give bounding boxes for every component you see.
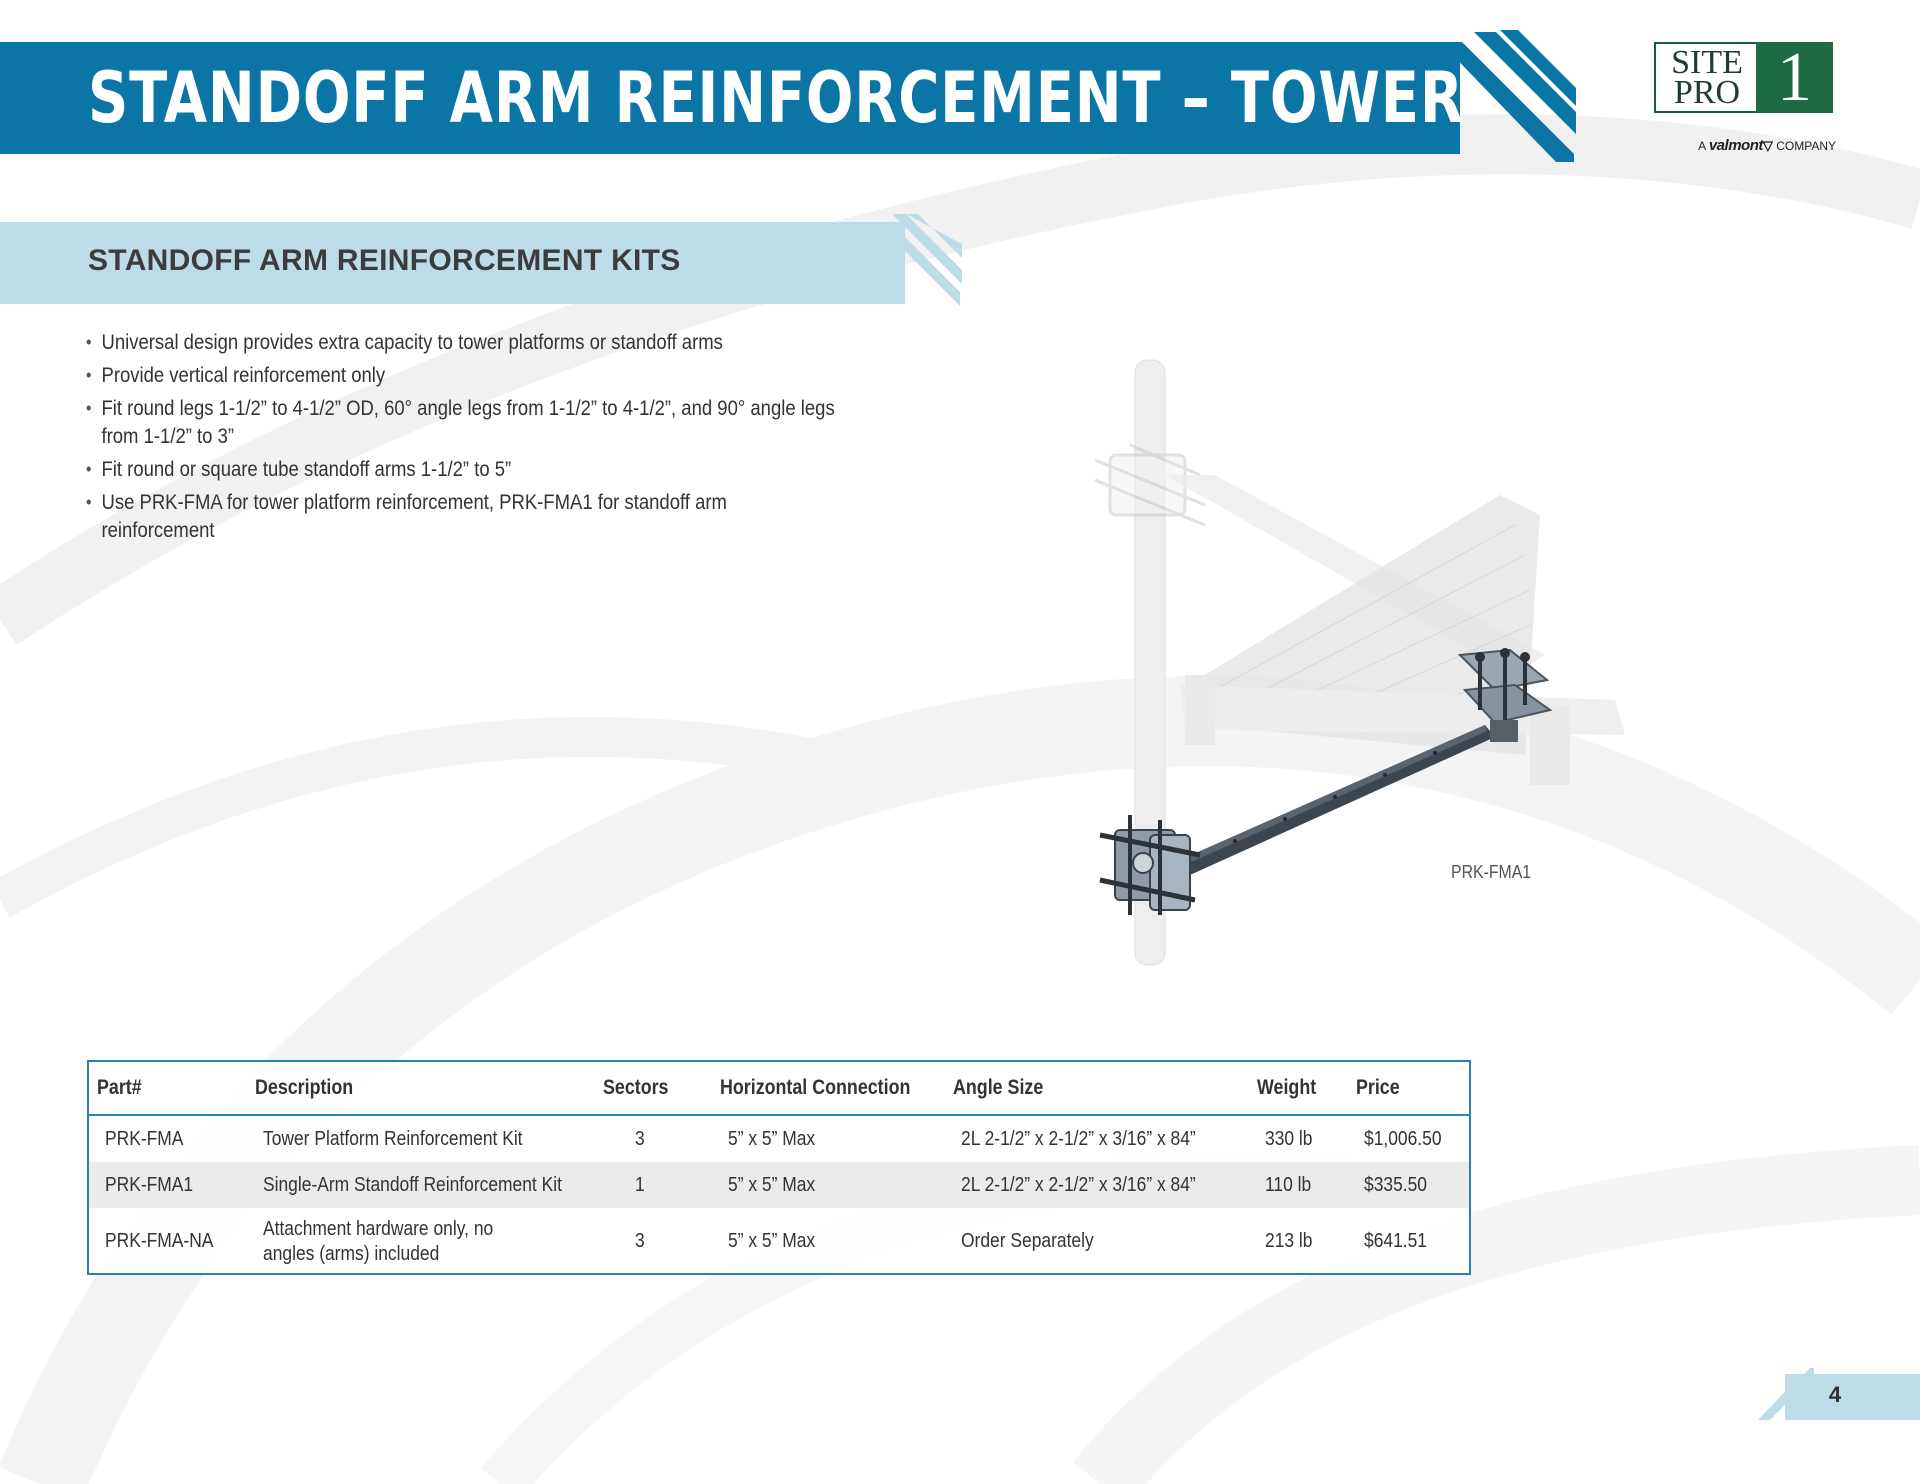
table-cell: PRK-FMA	[105, 1127, 184, 1150]
feature-item: • Universal design provides extra capacity to tower platforms or standoff arms	[86, 328, 843, 356]
feature-item: • Use PRK-FMA for tower platform reinforcement, PRK-FMA1 for standoff arm reinforcement	[86, 488, 843, 544]
figure-caption: PRK-FMA1	[1451, 862, 1532, 882]
page-title: STANDOFF ARM REINFORCEMENT – TOWER	[88, 57, 1464, 139]
table-cell: Order Separately	[961, 1229, 1094, 1252]
tagline-suffix: COMPANY	[1776, 139, 1836, 153]
table-cell: 5” x 5” Max	[728, 1127, 816, 1150]
column-header: Description	[247, 1062, 595, 1115]
tagline-prefix: A	[1698, 139, 1706, 153]
table-cell: 1	[595, 1162, 712, 1208]
logo-line1: SITE	[1671, 44, 1743, 81]
feature-item: • Fit round or square tube standoff arms 1-1/2” to 5”	[86, 455, 843, 483]
spec-table	[87, 1060, 1471, 1275]
table-cell: PRK-FMA1	[89, 1162, 247, 1208]
valmont-v-icon: ▽	[1762, 138, 1773, 153]
logo-tagline	[1652, 137, 1836, 154]
table-cell: $335.50	[1348, 1162, 1469, 1208]
table-cell: 5” x 5” Max	[728, 1229, 816, 1252]
product-illustration	[1085, 355, 1635, 970]
column-header: Horizontal Connection	[712, 1062, 945, 1115]
page-number-stripes	[1758, 1366, 1814, 1426]
table-header-row	[89, 1062, 1469, 1115]
logo-number: 1	[1756, 42, 1833, 113]
feature-list	[86, 328, 966, 549]
table-cell: Tower Platform Reinforcement Kit	[263, 1127, 523, 1150]
column-header: Price	[1348, 1062, 1469, 1115]
logo-wordmark-box	[1654, 42, 1756, 113]
page-number: 4	[1828, 1382, 1842, 1407]
table-cell: Attachment hardware only, no angles (arms) included	[263, 1217, 494, 1265]
table-cell: 5” x 5” Max	[712, 1162, 945, 1208]
table-cell: 2L 2-1/2” x 2-1/2” x 3/16” x 84”	[961, 1127, 1196, 1150]
table-cell: 3	[635, 1229, 645, 1252]
table-row	[89, 1162, 1469, 1208]
table-cell: Single-Arm Standoff Reinforcement Kit	[247, 1162, 595, 1208]
column-header: Weight	[1249, 1062, 1348, 1115]
column-header: Sectors	[595, 1062, 712, 1115]
site-pro-1-logo	[1654, 39, 1833, 117]
feature-item: • Fit round legs 1-1/2” to 4-1/2” OD, 60° angle legs from 1-1/2” to 4-1/2”, and 90° angle legs from 1-1/2” to 3”	[86, 394, 858, 450]
section-title: STANDOFF ARM REINFORCEMENT KITS	[88, 244, 681, 277]
section-banner-stripes	[876, 214, 962, 312]
table-cell: 110 lb	[1249, 1162, 1348, 1208]
table-cell: $641.51	[1364, 1229, 1427, 1252]
tagline-brand: valmont	[1708, 137, 1763, 154]
column-header: Part#	[89, 1062, 247, 1115]
table-cell: 330 lb	[1265, 1127, 1313, 1150]
feature-item: • Provide vertical reinforcement only	[86, 361, 843, 389]
table-cell: 3	[635, 1127, 645, 1150]
column-header: Angle Size	[945, 1062, 1249, 1115]
table-cell: 213 lb	[1265, 1229, 1313, 1252]
logo-line2: PRO	[1673, 74, 1741, 111]
table-row	[89, 1208, 1469, 1274]
table-cell: PRK-FMA-NA	[105, 1229, 214, 1252]
title-banner-stripes	[1440, 30, 1600, 170]
table-cell: $1,006.50	[1364, 1127, 1442, 1150]
spec-table-grid	[89, 1062, 1469, 1274]
table-row	[89, 1115, 1469, 1162]
table-cell: 2L 2-1/2” x 2-1/2” x 3/16” x 84”	[945, 1162, 1249, 1208]
